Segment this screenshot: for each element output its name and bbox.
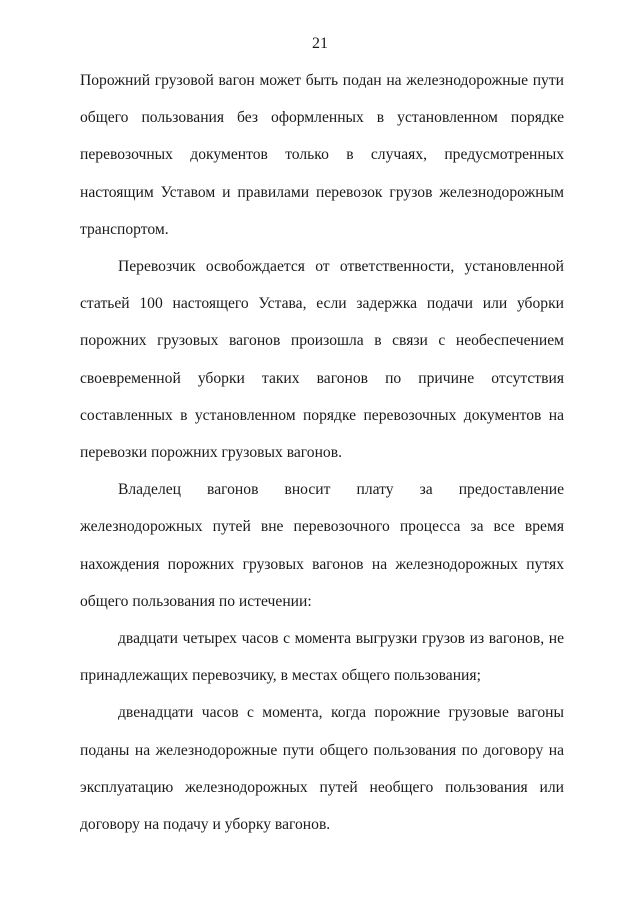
page-number: 21	[312, 35, 328, 52]
paragraph-5: двенадцати часов с момента, когда порожние грузовые вагоны поданы на железнодорожные пути общего пользования по договору на эксплуатацию железнодорожных путей необщего пользования или договору на подачу и уборку вагонов.	[80, 704, 564, 834]
paragraph-2: Перевозчик освобождается от ответственности, установленной статьей 100 настоящего Устава, если задержка подачи или уборки порожних грузовых вагонов произошла в связи с необеспечением своевременной уборки таких вагонов по причине отсутствия составленных в установленном порядке перевозочных документов на перевозки порожних грузовых вагонов.	[80, 258, 564, 462]
paragraph-1: Порожний грузовой вагон может быть подан на железнодорожные пути общего пользования без оформленных в установленном порядке перевозочных документов только в случаях, предусмотренных настоящим Уставом и правилами перевозок грузов железнодорожным транспортом.	[80, 72, 564, 238]
document-body	[80, 62, 564, 843]
paragraph-4: двадцати четырех часов с момента выгрузки грузов из вагонов, не принадлежащих перевозчику, в местах общего пользования;	[80, 630, 564, 685]
paragraph-3: Владелец вагонов вносит плату за предоставление железнодорожных путей вне перевозочного процесса за все время нахождения порожних грузовых вагонов на железнодорожных путях общего пользования по истечении:	[80, 481, 564, 610]
